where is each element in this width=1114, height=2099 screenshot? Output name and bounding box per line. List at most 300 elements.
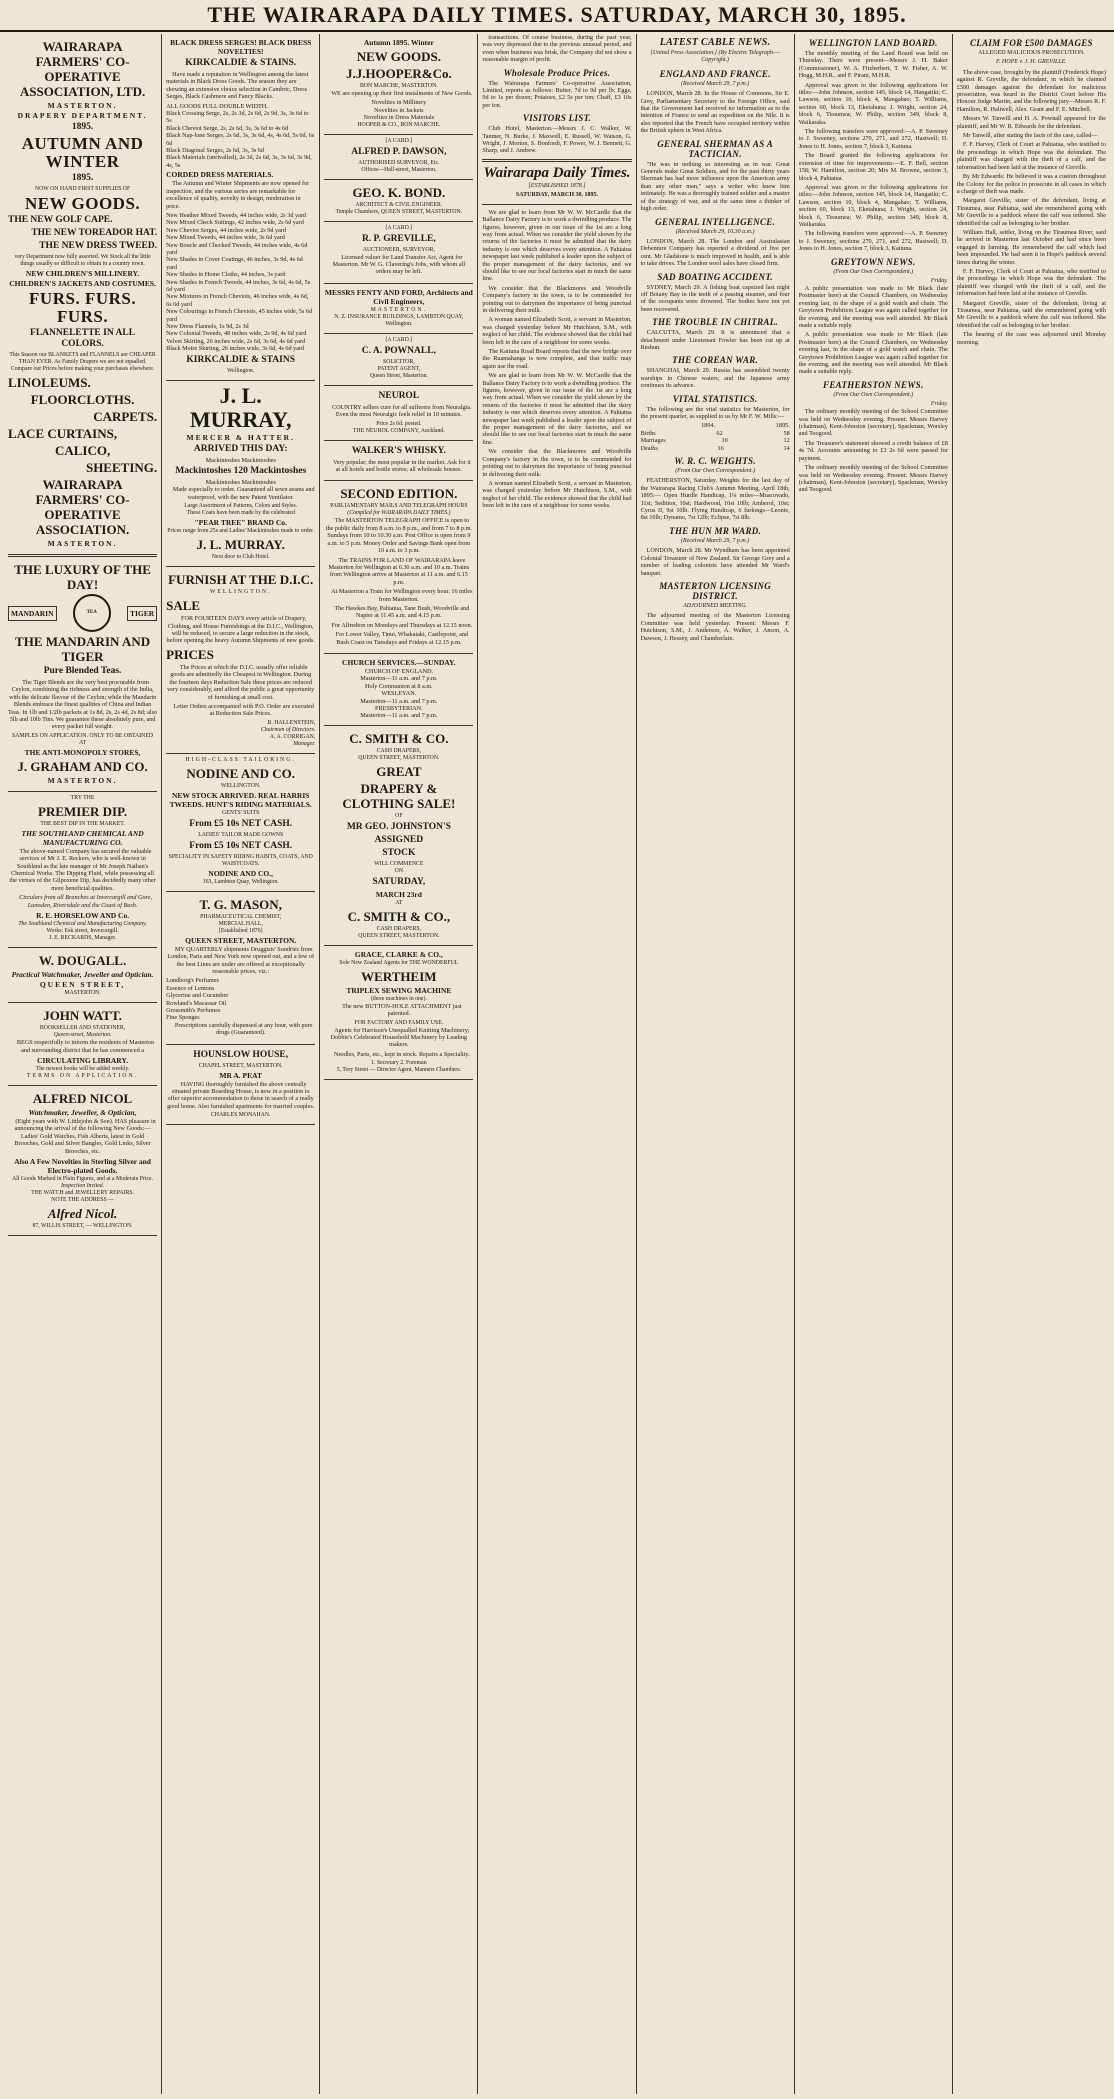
latest-cable-head: LATEST CABLE NEWS. — [659, 37, 771, 48]
hounslow-name: HOUNSLOW HOUSE, — [193, 1049, 289, 1060]
kirk-item: Black Crossing Serge, 2s, 2s 3d, 2s 6d, 2s 9d, 3s, 3s 6d to 5s — [166, 110, 309, 125]
ad-dept-note: very Department now fully assorted. We Stock all the little things usually so difficult to obtain in a country town. — [14, 254, 151, 267]
grace-note: (three machines in one). — [370, 995, 427, 1002]
bond-name: GEO. K. BOND. — [352, 184, 446, 200]
vital-head: VITAL STATISTICS. — [672, 393, 758, 404]
ad-floorcloths: FLOORCLOTHS. — [30, 392, 135, 407]
eng-france-head: ENGLAND AND FRANCE. — [659, 68, 771, 79]
tea-samples: SAMPLES ON APPLICATION. ONLY TO BE OBTAINED AT — [12, 732, 154, 746]
dic-sale: SALE — [166, 598, 201, 614]
watt-address: Queen-street, Masterton. — [53, 1032, 112, 1039]
greytown-head: GREYTOWN NEWS. — [830, 256, 916, 267]
smith-assigned: ASSIGNED — [374, 834, 424, 845]
pownall-tag: [A CARD.] — [385, 336, 413, 343]
sherman-head: GENERAL SHERMAN AS A TACTICIAN. — [657, 138, 774, 159]
mason-place: QUEEN STREET, MASTERTON. — [185, 935, 297, 945]
newspaper-page — [4, 34, 1110, 2094]
premier-dip-ad — [8, 792, 157, 948]
kirk-item: Black Diagonal Serges, 2s 6d, 3s, 3s 6d — [166, 147, 264, 155]
nicol-note: NOTE THE ADDRESS — — [51, 1196, 114, 1203]
column-5 — [637, 34, 795, 2094]
dip-sub: THE BEST DIP IN THE MARKET. — [40, 820, 125, 827]
nicol-ad — [8, 1086, 157, 1236]
fenty-place: MASTERTON. — [370, 306, 428, 313]
ad-blankets-note: This Season our BLANKETS and FLANNELS are CHEAPER THAN EVER. As Family Drapers we are not equalled. Compare our Prices before making your purchases elsewhere. — [9, 352, 156, 372]
walker-ad — [324, 441, 473, 482]
land-board-body-6: The following transfers were approved:—A. P. Sweeney to J. Sweeney, sections 270, 271, and 272, Hastwell; D. Jones to H. Jones, section 7, block 3, Kaituna. — [798, 230, 948, 253]
boating-body: SYDNEY, March 29. A fishing boat capsized last night off Botany Bay in the teeth of a passing steamer, and four of the occupants were drowned. The bodies have not yet been recovered. — [640, 283, 790, 313]
kirk-list-item: New Cheviot Serges, 44 inches wide, 2s 9d yard — [166, 226, 286, 234]
nodine-top: HIGH-CLASS TAILORING. — [185, 756, 296, 763]
pownall-address: Queen Street, Masterton. — [369, 372, 428, 379]
leader-para-4: The Kaituna Road Board reports that the new bridge over the Ruamahanga is now complete, and that traffic may again use the road. — [482, 348, 632, 370]
kirk-items — [166, 103, 315, 180]
kirk-list-item: New Heather Mixed Tweeds, 44 inches wide, 2s 3d yard — [166, 211, 306, 219]
pownall-sub: SOLICITOR, — [383, 358, 415, 365]
mason-address: MERCIAL HALL, — [218, 920, 263, 927]
dic-name: FURNISH AT THE D.I.C. — [168, 572, 314, 588]
featherston-body-3: The ordinary monthly meeting of the School Committee was held on Wednesday evening. Present: Messrs Harvey (chairman), Kent-Johnston (secretary), Spackman, Worsley and Toogood. — [798, 464, 948, 494]
tea-seal-icon: TEA — [73, 594, 111, 632]
smith-sale-ad — [324, 726, 473, 946]
leader-para-7: A woman named Elizabeth Scott, a servant in Masterton, was charged yesterday before Mr Hutchison, S.M., with neglect of her child. The evidence showed that the child had been left in the care of a neighbour for some weeks. — [482, 479, 632, 510]
column-1 — [4, 34, 162, 2094]
sherman-body: "He was in nothing so interesting as in war. Great Generals make Great Soldiers, and for the past thirty years Sherman has had more influence upon the American army than any other man," says a writer who knew him intimately. He was a thoroughly trained soldier and a master of the strategy of war, and at the same time a thinker of high order. — [640, 160, 790, 213]
grace-name: GRACE, CLARKE & CO., — [354, 949, 443, 959]
mason-list — [166, 977, 315, 1021]
kirk-item: CORDED DRESS MATERIALS. — [166, 170, 274, 180]
leader-para-2: We consider that the Blackmores and Woodville Company's factory in the town, is to be commended for pointing out to dairymen the importance of being punctual in delivering their milk. — [482, 284, 632, 314]
nodine-ladies: LADIES' TAILOR MADE GOWNS — [198, 831, 284, 838]
nicol-signature: Alfred Nicol. — [47, 1205, 118, 1221]
mason-ad — [166, 892, 315, 1045]
hooper-signature: HOOPER & CO., BON MARCHE. — [357, 121, 441, 128]
church-item: CHURCH OF ENGLAND. — [364, 667, 433, 675]
claim-body-9: Margaret Greville, sister of the defendant, living at Tiraumea, near Pahiatua, said she remembered going with Mr Greville to a paddock where the calf was tethered. She identified the calf as belonging to her brother. — [956, 299, 1106, 329]
dic-manager-role: Manager. — [293, 740, 316, 747]
kirk-list-item: New Shades in Home Cloths, 44 inches, 3s yard — [166, 271, 286, 279]
times-established: [ESTABLISHED 1878.] — [528, 182, 586, 189]
murray-ad — [166, 381, 315, 568]
ad-year-2: 1895. — [71, 173, 94, 183]
nicol-repairs: THE WATCH and JEWELLERY REPAIRS. — [31, 1189, 135, 1196]
smith-address: QUEEN STREET, MASTERTON. — [358, 754, 440, 761]
smith-date: MARCH 23rd — [375, 889, 422, 899]
tea-side-right: TIGER — [127, 606, 157, 621]
times-date: SATURDAY, MARCH 30, 1895. — [515, 192, 599, 199]
pownall-agent: PATENT AGENT, — [377, 365, 421, 372]
greytown-body-2: A public presentation was made to Mr Black (late Postmaster here) at the Council Chambers, on Wednesday evening last, in the shape of a gold watch and chain. The Greytown Prohibition League was again called together for the evening, and the meeting was well attended. Mr Black made a suitable reply. — [798, 331, 948, 376]
licensing-head: MASTERTON LICENSING DISTRICT. — [659, 580, 772, 601]
nodine-stock: NEW STOCK ARRIVED. REAL HARRIS TWEEDS. HUNT'S RIDING MATERIALS. — [169, 790, 312, 809]
kirkcaldie-ad — [166, 34, 315, 381]
fenty-sub: N. Z. INSURANCE BUILDINGS, LAMBTON QUAY, — [334, 313, 464, 320]
general-head: GENERAL INTELLIGENCE. — [655, 216, 776, 227]
claim-body-4: F. F. Harvey, Clerk of Court at Pahiatua, who testified to the proceedings in which Hope was the defendant. The plaintiff was charged with the theft of a calf, and the information had been laid at the instance of Greville. — [956, 141, 1106, 171]
claim-body: The above case, brought by the plaintiff (Frederick Hope) against R. Greville, the defendant, in which he claimed £500 damages against the defendant for malicious prosecution, was heard in the District Court before His Honour Judge Martin, and the following jury—Messrs R. F. Hamilton, R. Haliwell, Alex. Grant and F. E. Mitchell. — [956, 68, 1106, 113]
grace-clarke-ad — [324, 946, 473, 1080]
column-6 — [795, 34, 953, 2094]
featherston-day: Friday. — [930, 401, 948, 408]
farmers-coop-ad — [8, 34, 157, 557]
leader-para-1: We are glad to learn from Mr W. W. McCardle that the Ballance Dairy Factory is to work a dwindling produce. The figures, however, given in our issue of the 1st are a long way from actual. When we consider the yield shown by the returns of the factories it must be admitted that the dairy industry is one which deserves every attention. A Pahiatua newspaper last week published a leader upon the subject of the proper management of the dairy factories, and we should like to see our local factories start in much the same line. — [482, 208, 632, 283]
bond-sub: ARCHITECT & CIVIL ENGINEER. — [355, 201, 443, 208]
neurol-head: NEUROL — [378, 390, 420, 401]
greville-ad — [324, 222, 473, 284]
grace-needles: Needles, Parts, etc., kept in stock. Repairs a Speciality. — [334, 1050, 470, 1058]
church-item: WESLEYAN. — [381, 690, 417, 698]
dawson-sub: AUTHORISED SURVEYOR, Etc. — [358, 159, 440, 166]
land-board-body-4: The Board granted the following applications for extension of time for improvements:—E. F. Bell, section 158; W. Hamilton, section 20; Mrs M. Browne, section 3, block 4, Pahiatua. — [798, 152, 948, 182]
church-item: PRESBYTERIAN. — [375, 705, 423, 712]
mason-name: T. G. MASON, — [199, 896, 282, 912]
chitral-head: THE TROUBLE IN CHITRAL. — [652, 317, 779, 328]
dawson-tag: [A CARD.] — [385, 137, 413, 144]
kirk-list-item: New Mixed Check Suitings, 42 inches wide, 2s 6d yard — [166, 219, 304, 227]
murray-item: Mackintoshes Mackintoshes — [205, 456, 276, 464]
divider — [482, 159, 631, 162]
watt-note: The newest books will be added weekly. — [35, 1065, 130, 1072]
chitral-body: CALCUTTA, March 29. It is announced that a detachment under Lieutenant Fowler has been cut up at Reshun. — [640, 329, 790, 351]
ad-title: WAIRARAPA FARMERS' CO-OPERATIVE ASSOCIATION, LTD. — [19, 39, 146, 99]
murray-arrived: ARRIVED THIS DAY: — [193, 443, 288, 454]
dic-ad — [166, 567, 315, 753]
hooper-ad — [324, 34, 473, 135]
claim-body-8: F. F. Harvey, Clerk of Court at Pahiatua, who testified to the proceedings in which Hope was the defendant. The plaintiff was charged with the theft of a calf, and the information had been laid at the instance of Greville. — [956, 267, 1106, 298]
grace-staff: 1. Secretary 2. Foreman — [371, 1060, 427, 1067]
ad-calico: CALICO, — [54, 443, 111, 458]
smith-day: SATURDAY, — [372, 876, 426, 887]
pownall-name: C. A. POWNALL, — [361, 345, 436, 356]
nicol-name: ALFRED NICOL — [32, 1090, 133, 1106]
column-3 — [320, 34, 478, 2094]
peat-name: MR A. PEAT — [219, 1070, 262, 1080]
greville-body: Licensed valuer for Land Transfer Act, Agent for Masterton. Mr W. G. Clavering's Jobs, with whom all orders may be left. — [332, 253, 466, 276]
dawson-name: ALFRED P. DAWSON, — [351, 146, 447, 157]
table-row: Births 62 58 — [640, 429, 790, 437]
times-title: Wairarapa Daily Times. — [483, 164, 631, 181]
ward-head: THE HUN MR WARD. — [669, 525, 762, 536]
land-board-body-3: The following transfers were approved:—A. P. Sweeney to J. Sweeney, sections 270, 271, and 272, Hastwell; D. Jones to H. Jones, section 7, block 3, Kaituna. — [798, 128, 948, 150]
grace-sub: Sole New Zealand Agents for THE WONDERFUL — [339, 959, 459, 966]
kirk-item: Black Materials (unrivalled), 2s 3d, 2s 6d, 3s, 3s 6d, 3s 9d, 4s, 5s — [166, 154, 312, 169]
dougall-ad — [8, 948, 157, 1003]
watt-terms: TERMS ON APPLICATION. — [27, 1072, 139, 1079]
fenty-name: MESSRS FENTY AND FORD, Architects and Civil Engineers, — [324, 287, 473, 306]
dic-prices: PRICES — [166, 646, 214, 662]
tea-side-left: MANDARIN — [8, 606, 57, 621]
mason-list-item: Essence of Lemons — [166, 984, 215, 992]
nodine-ad — [166, 754, 315, 892]
dip-agents: Circulars from all Branches at Invercargill and Gore, Lumsden, Riversdale and the Coast of Bush. — [19, 894, 153, 909]
wrc-body: FEATHERSTON, Saturday. Weights for the last day of the Wairarapa Racing Club's Autumn Meeting, April 18th, 1895:— Open Hurdle Handicap, 1¼ miles—Muscovado, 11st; Sedition, 10st; Hardwood, 10st 10lb; Amberol, 10st; Cyrus II, 9st 10lb. Flying Handicap, 6 furlongs—Leonie, 8st 10lb; Dynamo, 7st 12lb; Eclipse, 7st 8lb. — [640, 477, 790, 522]
watt-sub: BOOKSELLER AND STATIONER, — [39, 1025, 126, 1032]
ad-lace-curtains: LACE CURTAINS, — [8, 426, 118, 441]
claim-sub: ALLEGED MALICIOUS PROSECUTION. — [977, 50, 1085, 56]
ad-toreador-hat: THE NEW TOREADOR HAT. — [31, 228, 158, 238]
land-board-body: The monthly meeting of the Land Board was held on Thursday. There were present—Messrs J. H. Baker (Commissioner), W. A. Fitzherbert, T. W. Fisher, A. W. Hogg, M.H.R., and F. Pirani, M.H.R. — [798, 50, 948, 80]
wholesale-head: Wholesale Produce Prices. — [503, 67, 611, 78]
smith-will: WILL COMMENCE — [374, 860, 424, 867]
vital-body: The following are the vital statistics for Masterton, for the present quarter, as supplied to us by Mr F. W. Mills:— — [640, 405, 790, 420]
licensing-sub: ADJOURNED MEETING. — [683, 602, 748, 609]
dip-works: Works: Esk street, Invercargill. — [46, 928, 119, 935]
church-item: Holy Communion at 8 a.m. — [364, 682, 433, 690]
dic-body-2: The Prices at which the D.I.C. usually offer reliable goods are admittedly the Cheapest in Wellington. During the fourteen days Reduction Sale these prices are reduced very considerably, and afford the public a great opportunity of furnishing at small cost. — [167, 663, 315, 701]
greytown-day: Friday. — [930, 277, 948, 284]
tea-body: The Tiger Blends are the very best procurable from Ceylon, combining the richness and strength of the India, with the delicate flavour of the Ceylon; while the Mandarin Blends embrace the finest qualities of China and Indian Teas. In 1lb and 1/2lb packets at 1s 8d, 2s, 2s 4d, 2s 8d; also 5lb and 10lb Tins. We guarantee these absolutely pure, and every packet full weight. — [8, 679, 158, 731]
murray-sub-2: Next door to Club Hotel. — [211, 554, 270, 561]
greytown-sub: (From Our Own Correspondent.) — [833, 268, 914, 275]
ad-carpets: CARPETS. — [93, 409, 158, 424]
greville-sub: AUCTIONEER, SURVEYOR, — [362, 246, 435, 253]
wrc-head: W. R. C. WEIGHTS. — [674, 456, 756, 467]
nicol-novelties: Also A Few Novelties in Sterling Silver and Electro-plated Goods. — [14, 1156, 151, 1175]
grace-brand: WERTHEIM — [361, 968, 437, 984]
nicol-inspect: Inspection Invited. — [61, 1182, 105, 1189]
news-intro: transactions. Of course business, during the past year, was very depressed due to the previous unusual period, and even when business was brisk, the Company did not show a reasonable margin of profit. — [482, 34, 632, 64]
bond-ad — [324, 180, 473, 222]
nodine-place: WELLINGTON. — [220, 782, 261, 789]
claim-body-2: Messrs W. Tanwill and H. A. Pownall appeared for the plaintiff, and Mr W. R. Edwards for the defendant. — [956, 115, 1106, 130]
murray-name: J. L. MURRAY, — [189, 382, 292, 432]
grace-for: FOR FACTORY AND FAMILY USE. — [354, 1019, 444, 1026]
leader-para-3: A woman named Elizabeth Scott, a servant in Masterton, was charged yesterday before Mr Hutchison, S.M., with neglect of her child. The evidence showed that the child had been left in the care of a neighbour for some weeks. — [482, 316, 632, 346]
mail-castlepoint: For Lower Valley, Tinui, Whakataki, Castlepoint, and Bush Coast on Tuesdays and Fridays at 12.15 p.m. — [335, 631, 469, 646]
church-item: Masterton—11 a.m. and 7 p.m. — [360, 697, 438, 705]
kirk-list-item: New Colonial Tweeds, 48 inches wide, 2s 9d, 4s 6d yard — [166, 330, 307, 338]
hooper-season: Autumn 1895. Winter — [363, 38, 434, 47]
mason-list-item: Grossmith's Perfumes — [166, 1006, 221, 1014]
ad-year: 1895. — [71, 122, 94, 132]
tea-sub: Pure Blended Teas. — [43, 666, 122, 676]
table-row: 1894. 1895. — [701, 422, 790, 430]
smith-name: C. SMITH & CO. — [349, 730, 449, 746]
nodine-price-2: From £5 10s NET CASH. — [189, 840, 293, 851]
kirk-list-item: Black Moire Skirting, 26 inches wide, 3s 6d, 4s 6d yard — [166, 345, 305, 353]
watt-library: CIRCULATING LIBRARY. — [37, 1055, 129, 1065]
greville-tag: [A CARD.] — [385, 224, 413, 231]
column-7 — [953, 34, 1110, 2094]
dawson-ad — [324, 135, 473, 180]
table-row: Deaths 16 14 — [640, 444, 790, 452]
dip-agent-sub: The Southland Chemical and Manufacturing Company. — [18, 921, 147, 928]
hooper-name: J.J.HOOPER&Co. — [345, 66, 452, 81]
pownall-ad — [324, 334, 473, 386]
watt-ad — [8, 1003, 157, 1086]
murray-prices: Prices range from 25s and Ladies' Mackintoshes made to order. — [167, 528, 315, 535]
murray-brand: "PEAR TREE" BRAND Co. — [194, 518, 287, 528]
smith-sale: DRAPERY & CLOTHING SALE! — [342, 780, 456, 811]
watt-name: JOHN WATT. — [43, 1008, 122, 1024]
land-board-body-5: Approval was given to the following applications for titles:—John Johnson, section 145, block 14, Hangatiki; C. Lawson, section 10, block 4, Mangahao; T. Williams, section 60, block 13, Eketahuna; J. Wright, section 24, block 6, Tiraumea; W. Philip, section 349, block 8, Waikaraka. — [798, 183, 948, 228]
nodine-price-1: From £5 10s NET CASH. — [189, 818, 293, 829]
dip-body: The above-named Company has secured the valuable services of Mr J. E. Reckers, who is well-known in Southland as the late manager of Mr Joseph Nathan's Chemical Works. The Dipping Fluid, while possessing all the virtues of the Gilpoxene Dip, has decidedly many other more beneficial qualities. — [9, 847, 156, 892]
kirk-item: Black Nap-lone Serges, 2s 6d, 3s, 3s 6d, 4s, 4s 6d, 5s 6d, 6s 6d — [166, 132, 315, 147]
ad-furs: FURS. FURS. FURS. — [29, 289, 137, 326]
boating-head: SAD BOATING ACCIDENT. — [657, 271, 773, 282]
murray-item: Mackintoshes 120 Mackintoshes — [175, 466, 307, 477]
dic-chairman-role: Chairman of Directors. — [260, 726, 316, 733]
kirk-list-item: New Colourings in French Cheviots, 45 inches wide, 5s 6d yard — [166, 308, 313, 323]
kirk-list-item: New Shades in Cover Coatings, 46 inches, 3s 9d, 4s 6d yard — [166, 256, 303, 271]
neurol-body: COUNTRY sellers cure for all sufferers from Neuralgia. Even the most Neuralgic feels relief in 10 minutes. — [332, 403, 472, 419]
korea-head: THE COREAN WAR. — [672, 355, 759, 366]
ad-golf-cape: THE NEW GOLF CAPE. — [8, 215, 113, 225]
mail-alfredton: For Alfredton on Mondays and Thursdays at 12.15 noon. — [331, 621, 473, 629]
kirk-intro: Have made a reputation in Wellington among the latest materials in Black Dress Goods. The season they are showing an extensive choice selection in Cambric, Dress Serges, Black Cashmere and Fancy Blacks. — [166, 71, 309, 101]
nodine-address: 163, Lambton Quay, Wellington. — [202, 878, 279, 885]
kirk-list — [166, 212, 315, 353]
ad-department: DRAPERY DEPARTMENT. — [17, 111, 148, 120]
kirk-list-item: Velvet Skirting, 26 inches wide, 2s 6d, 3s 6d, 4s 6d yard — [166, 337, 306, 345]
kirk-signature: KIRKCALDIE & STAINS — [186, 354, 295, 365]
general-received: (Received March 29, 10.30 a.m.) — [675, 228, 755, 235]
claim-body-10: The hearing of the case was adjourned until Monday morning. — [956, 331, 1106, 346]
masthead — [0, 0, 1114, 32]
wholesale-body: The Wairarapa Farmers' Co-operative Association, Limited, reports as follows: Butter, 7d to 9d per lb; Eggs, 9d to 1s per dozen; Potatoes, £2 5s per ton; Chaff, £3 10s per ton. — [482, 79, 632, 109]
featherston-body: The ordinary monthly meeting of the School Committee was held on Wednesday evening. Present: Messrs Harvey (chairman), Kent-Johnston (secretary), Spackman, Worsley and Toogood. — [798, 408, 948, 438]
tea-stores: THE ANTI-MONOPOLY STORES, — [24, 747, 141, 757]
claim-body-5: By Mr Edwards: He believed it was a custom throughout the Colony for the police to prosecute in all cases in which a charge of theft was made. — [956, 173, 1106, 195]
dougall-sub: Practical Watchmaker, Jeweller and Optician. — [11, 970, 154, 980]
kirk-list-item: New Boucle and Checked Tweeds, 44 inches wide, 4s 6d yard — [166, 241, 308, 256]
smith-stock: STOCK — [382, 847, 416, 858]
second-edition — [324, 481, 473, 654]
tea-luxury: THE LUXURY OF THE DAY! — [14, 562, 151, 592]
claim-case: F. HOPE v. J. H. GREVILLE. — [996, 59, 1067, 66]
smith-address-2: QUEEN STREET, MASTERTON. — [358, 932, 440, 939]
dip-company: THE SOUTHLAND CHEMICAL AND MANUFACTURING CO. — [21, 828, 144, 847]
leader-para-5: We are glad to learn from Mr W. W. McCardle that the Ballance Dairy Factory is to work a dwindling produce. The figures, however, given in our issue of the 1st are a long way from actual. When we consider the yield shown by the returns of the factories it must be admitted that the dairy industry is one which deserves every attention. A Pahiatua newspaper last week published a leader upon the subject of the proper management of the dairy factories, and we should like to see our local factories start in much the same line. — [482, 372, 632, 446]
church-head: CHURCH SERVICES.—SUNDAY. — [342, 657, 456, 667]
claim-body-7: William Hall, settler, living on the Tiraumea River, said he arrived in Masterton last October and had since been engaged in farming. He remembered the calf which had been impounded. He had seen it in Hope's paddock several times during the winter. — [956, 228, 1106, 266]
mason-list-item: Rowland's Macassar Oil — [166, 999, 227, 1007]
mason-list-item: Lundborg's Perfumes — [166, 977, 219, 985]
visitors-head: VISITORS LIST. — [522, 113, 592, 124]
ad-sheeting: SHEETING. — [85, 460, 158, 475]
eng-france-body: LONDON, March 28. In the House of Commons, Sir E. Grey, Parliamentary Secretary to the Foreign Office, said that the Government had received no information as to the intention of France to send an expedition on the Nile. It is also reported that the French have occupied territory within the British sphere in West Africa. — [640, 90, 790, 135]
murray-stock: Large Assortment of Patterns, Colors and Styles. — [184, 503, 298, 510]
dougall-name: W. DOUGALL. — [38, 953, 127, 969]
dic-chairman: B. HALLENSTEIN, — [267, 719, 316, 726]
kirk-list-item: New Shades in French Tweeds, 44 inches, 3s 6d, 4s 6d, 5s 6d yard — [166, 278, 311, 293]
vital-table — [641, 422, 790, 452]
nodine-name: NODINE AND CO. — [186, 765, 296, 781]
church-services — [324, 654, 473, 726]
leader-para-6: We consider that the Blackmores and Woodville Company's factory in the town, is to be commended for pointing out to dairymen the importance of being punctual in delivering their milk. — [482, 448, 632, 478]
dic-body: FOR FOURTEEN DAYS every article of Drapery, Clothing, and House Furnishings at the D.I.C., Wellington, will be reduced, to secure a large reduction in the stock, before opening the heavy Autumn Shipments of new goods. — [166, 615, 315, 645]
newspaper-title: THE WAIRARAPA DAILY TIMES. SATURDAY, MARCH 30, 1895. — [207, 2, 907, 27]
kirk-name: KIRKCALDIE & STAINS. — [185, 58, 297, 68]
wrc-sub: (From Our Own Correspondent.) — [675, 468, 756, 475]
second-edition-sub: PARLIAMENTARY MAILS AND TELEGRAPH HOURS — [330, 503, 468, 510]
nicol-address: 87, WILLIS STREET, — WELLINGTON. — [32, 1222, 133, 1229]
dawson-address: Offices—Hall-street, Masterton. — [361, 166, 437, 173]
dip-name: PREMIER DIP. — [38, 803, 128, 819]
smith-sub-2: CASH DRAPERS, — [376, 925, 422, 932]
smith-of: OF — [395, 812, 403, 819]
neurol-company: THE NEUROL COMPANY, Auckland. — [352, 427, 445, 434]
kirk-top: BLACK DRESS SERGES! BLACK DRESS NOVELTIES! — [170, 38, 312, 56]
mason-list-item: Fine Sponges — [166, 1014, 200, 1022]
greytown-body: A public presentation was made to Mr Black (late Postmaster here) at the Council Chambers, on Wednesday evening last, in the shape of a gold watch and chain. The Greytown Prohibition League was again called together for the evening, and the meeting was well attended. Mr Black made a suitable reply. — [798, 284, 948, 329]
tea-name: THE MANDARIN AND TIGER — [15, 634, 151, 664]
featherston-body-2: The Treasurer's statement showed a credit balance of £8 4s 7d. Accounts amounting to £3 2s 6d were passed for payment. — [798, 439, 948, 462]
kirk-item: ALL GOODS FULL DOUBLE WIDTH. — [166, 102, 268, 110]
tea-place: MASTERTON. — [47, 775, 118, 785]
mason-sub: PHARMACEUTICAL CHEMIST, — [200, 913, 282, 920]
claim-head: CLAIM FOR £500 DAMAGES — [969, 38, 1093, 48]
kirk-list-item: New Mixtures in French Cheviots, 46 inches wide, 4s 6d, 6s 6d yard — [166, 293, 309, 308]
dic-place: WELLINGTON. — [209, 589, 272, 596]
smith-on: ON — [394, 867, 404, 874]
claim-body-3: Mr Tanwill, after stating the facts of the case, called— — [962, 132, 1098, 140]
train-arrivals: At Masterton a Train for Wellington every hour. 16 miles from Masterton. — [331, 588, 473, 603]
watt-body: BEGS respectfully to inform the residents of Masterton and surrounding district that he has commenced a — [16, 1039, 155, 1054]
ad-flannelette: FLANNELETTE IN ALL COLORS. — [30, 328, 136, 349]
hooper-list-item: Novelties in Jackets — [374, 106, 424, 114]
ad-new-goods: NEW GOODS. — [24, 194, 141, 213]
murray-note: These Coats have been made by the celebrated — [186, 510, 295, 517]
korea-body: SHANGHAI, March 29. Russia has assembled twenty warships in Chinese waters, and the Japanese army continues its advance. — [640, 367, 790, 390]
kirk-body: The Autumn and Winter Shipments are now opened for inspection, and the various series are remarkable for excellence of quality, novelty in design, moderation in price. — [166, 180, 310, 210]
tea-ad — [8, 557, 157, 792]
smith-name-2: C. SMITH & CO., — [347, 908, 451, 924]
ad-dress-tweed: THE NEW DRESS TWEED. — [39, 241, 158, 251]
grace-agents: Agents for Harrison's Unequalled Knitting Machinery; Dobbie's Celebrated Household Machinery by Leading makers. — [330, 1026, 470, 1049]
greville-name: R. P. GREVILLE, — [361, 233, 436, 244]
mason-list-item: Glycerine and Cucumber — [166, 992, 229, 1000]
second-edition-head: SECOND EDITION. — [340, 486, 458, 502]
grace-body: The new BUTTON-HOLE ATTACHMENT just patented. — [342, 1002, 462, 1018]
kirk-list-item: New Mixed Tweeds, 44 inches wide, 3s 6d yard — [166, 234, 285, 242]
featherston-head: FEATHERSTON NEWS. — [823, 379, 924, 390]
kirk-item: Black Cheviot Serge, 2s, 2s 6d, 3s, 3s 6d to 4s 6d — [166, 124, 289, 132]
featherston-sub: (From Our Own Correspondent.) — [833, 391, 914, 398]
train-hours: The TRAINS FOR LAND OF WAIRARAPA leave Masterton for Wellington at 6.30 a.m. and 10 a.m. Trains from Wellington arrive at Masterton at 11 a.m. and 6.15 p.m. — [328, 556, 470, 586]
land-board-head: WELLINGTON LAND BOARD. — [808, 38, 938, 48]
smith-great: GREAT — [376, 763, 422, 779]
church-item: Masterton—11 a.m. and 7 p.m. — [360, 712, 438, 720]
second-edition-note: (Compiled for WAIRARAPA DAILY TIMES.) — [347, 510, 451, 517]
dougall-address: QUEEN STREET, — [39, 980, 126, 990]
ward-body: LONDON, March 28. Mr Wyndham has been appointed Colonial Treasurer of New Zealand. Sir George Grey and a number of leading colonists have attended Mr Ward's banquet. — [640, 547, 790, 577]
nicol-jobs: All Goods Marked in Plain Figures, and at a Moderate Price. — [12, 1175, 154, 1182]
eng-france-received: (Received March 29, 7 p.m.) — [681, 80, 750, 87]
murray-item: Mackintoshes Mackintoshes — [205, 479, 276, 487]
divider — [482, 204, 631, 205]
hooper-head: NEW GOODS. — [356, 49, 441, 64]
table-row: Marriages 10 12 — [640, 437, 790, 445]
mail-routes: The Hawkes Bay, Pahiatua, Tane Bush, Woodville and Napier at 11.45 a.m. and 4.15 p.m. — [334, 604, 470, 620]
dip-try: TRY THE — [70, 794, 95, 801]
fenty-city: Wellington. — [385, 320, 413, 327]
neurol-price: Price 2s 6d. posted. — [376, 420, 422, 427]
hooper-sub: BON MARCHE, MASTERTON. — [359, 83, 438, 89]
smith-at: AT — [395, 899, 403, 906]
fenty-ad — [324, 284, 473, 334]
tea-firm: J. GRAHAM AND CO. — [17, 758, 148, 774]
ad-place-2: MASTERTON. — [47, 539, 118, 548]
column-4 — [478, 34, 636, 2094]
latest-cable-sub: [United Press Association.] (By Electric Telegraph.—Copyright.) — [650, 50, 780, 64]
ad-millinery: NEW CHILDREN'S MILLINERY. — [25, 269, 140, 278]
general-body: LONDON, March 28. The London and Australasian Debenture Company has reported a dividend of five per cent. Mr Gladstone is much improved in health, and is able to take drives. The London wool sales have closed firm. — [640, 237, 790, 268]
dougall-place: MASTERTON. — [64, 990, 101, 997]
ward-received: (Received March 29, 7 p.m.) — [681, 537, 750, 544]
ad-title-2: WAIRARAPA FARMERS' CO-OPERATIVE ASSOCIATION. — [35, 477, 130, 537]
